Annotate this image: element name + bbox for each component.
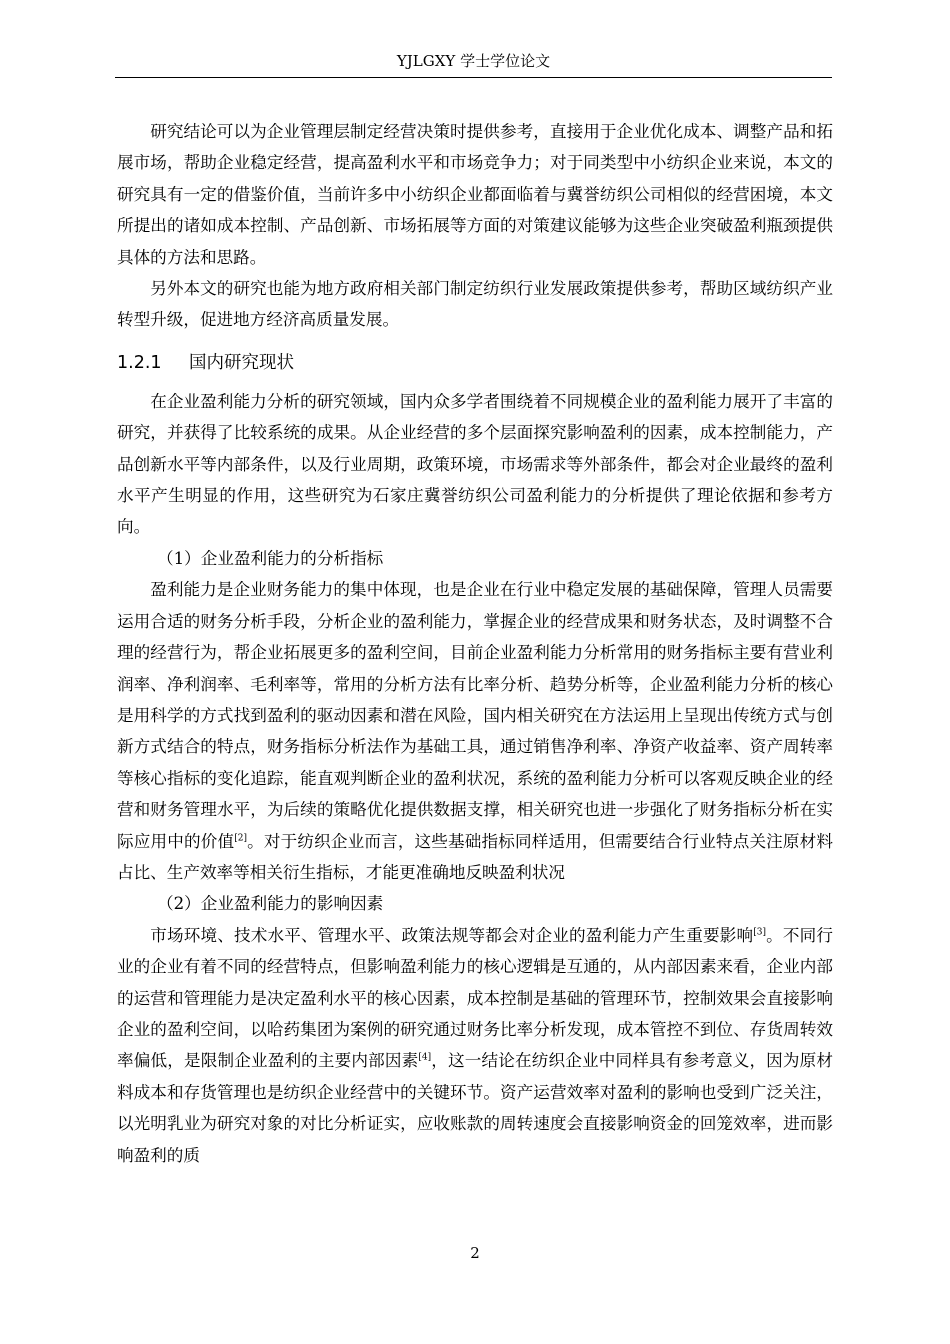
citation-ref: [4] (418, 1052, 432, 1063)
paragraph-analysis-indicators (117, 574, 833, 888)
header-rule (115, 77, 832, 78)
paragraph-domestic-overview: 在企业盈利能力分析的研究领域，国内众多学者围绕着不同规模企业的盈利能力展开了丰富的研究，并获得了比较系统的成果。从企业经营的多个层面探究影响盈利的因素，成本控制能力，产品创新水平等内部条件，以及行业周期，政策环境，市场需求等外部条件，都会对企业最终的盈利水平产生明显的作用，这些研究为石家庄冀誉纺织公司盈利能力的分析提供了理论依据和参考方向。 (117, 391, 833, 537)
section-title: 国内研究现状 (189, 352, 294, 373)
citation-ref: [3] (753, 927, 766, 938)
paragraph-influencing-factors (117, 920, 833, 1171)
document-body (117, 116, 833, 1171)
paragraph-policy-reference: 另外本文的研究也能为地方政府相关部门制定纺织行业发展政策提供参考，帮助区域纺织产业转型升级，促进地方经济高质量发展。 (117, 279, 833, 330)
paragraph-research-value: 研究结论可以为企业管理层制定经营决策时提供参考，直接用于企业优化成本、调整产品和拓展市场，帮助企业稳定经营，提高盈利水平和市场竞争力；对于同类型中小纺织企业来说，本文的研究具有一定的借鉴价值，当前许多中小纺织企业都面临着与冀誉纺织公司相似的经营困境，本文所提出的诸如成本控制、产品创新、市场拓展等方面的对策建议能够为这些企业突破盈利瓶颈提供具体的方法和思路。 (117, 122, 833, 267)
section-number: 1.2.1 (117, 352, 162, 373)
page-number: 2 (470, 1244, 480, 1262)
subheading-influencing-factors: （2）企业盈利能力的影响因素 (157, 894, 384, 914)
paragraph-text: 。对于纺织企业而言，这些基础指标同样适用，但需要结合行业特点关注原材料占比、生产效率等相关衍生指标，才能更准确地反映盈利状况 (117, 831, 834, 882)
section-heading (117, 348, 833, 378)
paragraph-text: 盈利能力是企业财务能力的集中体现，也是企业在行业中稳定发展的基础保障，管理人员需要运用合适的财务分析手段，分析企业的盈利能力，掌握企业的经营成果和财务状态，及时调整不合理的经营行为，帮企业拓展更多的盈利空间，目前企业盈利能力分析常用的财务指标主要有营业利润率、净利润率、毛利率等，常用的分析方法有比率分析、趋势分析等，企业盈利能力分析的核心是用科学的方式找到盈利的驱动因素和潜在风险，国内相关研究在方法运用上呈现出传统方式与创新方式结合的特点，财务指标分析法作为基础工具，通过销售净利率、净资产收益率、资产周转率等核心指标的变化追踪，能直观判断企业的盈利状况，系统的盈利能力分析可以客观反映企业的经营和财务管理水平，为后续的策略优化提供数据支撑，相关研究也进一步强化了财务指标分析在实际应用中的价值 (117, 580, 833, 851)
paragraph-text: 市场环境、技术水平、管理水平、政策法规等都会对企业的盈利能力产生重要影响 (150, 925, 754, 945)
paragraph-text: ，这一结论在纺织企业中同样具有参考意义，因为原材料成本和存货管理也是纺织企业经营中的关键环节。资产运营效率对盈利的影响也受到广泛关注，以光明乳业为研究对象的对比分析证实，应收账款的周转速度会直接影响资金的回笼效率，进而影响盈利的质 (117, 1051, 834, 1165)
subheading-analysis-indicators: （1）企业盈利能力的分析指标 (157, 548, 384, 568)
paragraph-text: 。不同行业的企业有着不同的经营特点，但影响盈利能力的核心逻辑是互通的，从内部因素来看，企业内部的运营和管理能力是决定盈利水平的核心因素，成本控制是基础的管理环节，控制效果会直接影响企业的盈利空间，以哈药集团为案例的研究通过财务比率分析发现，成本管控不到位、存货周转效率偏低，是限制企业盈利的主要内部因素 (117, 925, 834, 1071)
page-header: YJLGXY 学士学位论文 (396, 52, 551, 70)
citation-ref: [2] (234, 833, 247, 843)
